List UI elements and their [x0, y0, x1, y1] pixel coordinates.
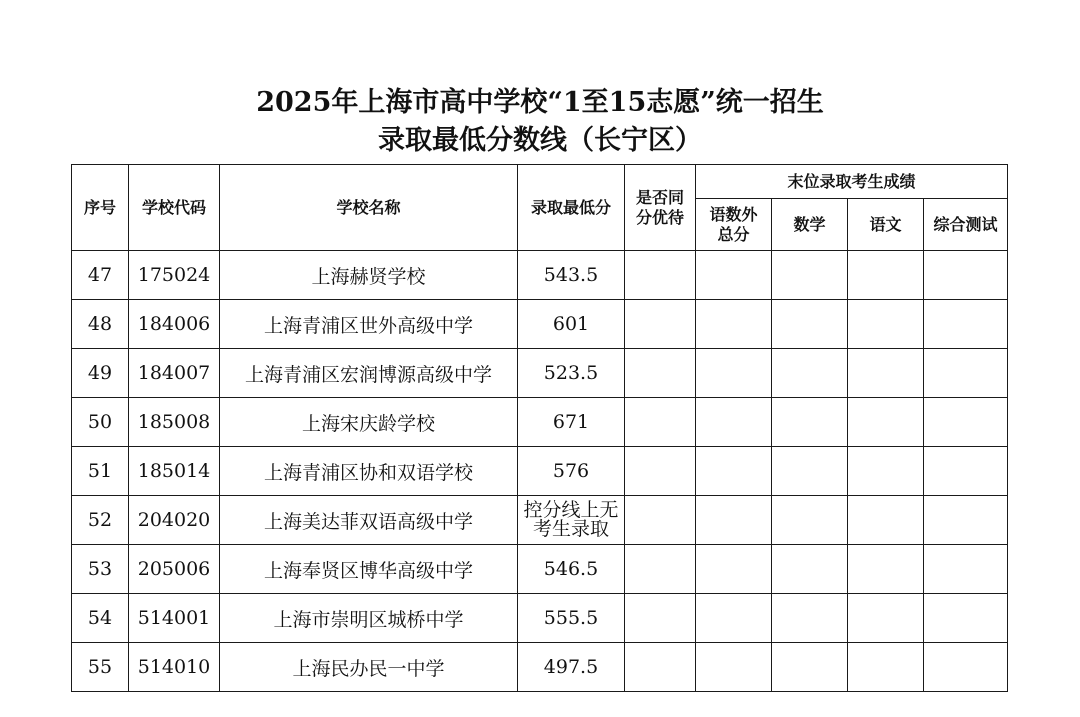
cell-tie-preference: [625, 643, 696, 692]
cell-index: 48: [72, 300, 129, 349]
cell-total-score: [696, 300, 772, 349]
cell-index: 53: [72, 545, 129, 594]
admission-score-table: [71, 164, 1008, 692]
header-total-score-line-2: 总分: [717, 224, 750, 244]
cell-tie-preference: [625, 349, 696, 398]
header-comprehensive-test: 综合测试: [924, 199, 1008, 251]
cell-math: [772, 300, 848, 349]
cell-comprehensive-test: [924, 545, 1008, 594]
table-row: [72, 349, 1008, 398]
cell-chinese: [848, 398, 924, 447]
cell-index: 49: [72, 349, 129, 398]
header-total-score-line-1: 语数外: [709, 204, 758, 224]
table-row: [72, 251, 1008, 300]
table-row: [72, 398, 1008, 447]
cell-math: [772, 447, 848, 496]
header-tie-preference: [625, 165, 696, 251]
page-title-line-2: 录取最低分数线（长宁区）: [378, 125, 702, 156]
cell-chinese: [848, 251, 924, 300]
cell-tie-preference: [625, 300, 696, 349]
cell-comprehensive-test: [924, 300, 1008, 349]
cell-min-score: 543.5: [518, 251, 625, 300]
cell-min-score: 523.5: [518, 349, 625, 398]
cell-chinese: [848, 349, 924, 398]
cell-tie-preference: [625, 545, 696, 594]
cell-total-score: [696, 349, 772, 398]
table-row: [72, 643, 1008, 692]
cell-tie-preference: [625, 447, 696, 496]
cell-tie-preference: [625, 398, 696, 447]
cell-math: [772, 643, 848, 692]
cell-comprehensive-test: [924, 594, 1008, 643]
header-school-code: 学校代码: [129, 165, 220, 251]
header-tie-preference-line-2: 分优待: [635, 207, 684, 227]
cell-min-score: 671: [518, 398, 625, 447]
cell-min-score: [518, 496, 625, 545]
cell-comprehensive-test: [924, 447, 1008, 496]
cell-school-name: 上海市崇明区城桥中学: [220, 594, 518, 643]
cell-math: [772, 398, 848, 447]
header-index: 序号: [72, 165, 129, 251]
table-row: [72, 447, 1008, 496]
cell-total-score: [696, 447, 772, 496]
cell-math: [772, 496, 848, 545]
cell-math: [772, 349, 848, 398]
cell-math: [772, 251, 848, 300]
cell-school-name: 上海青浦区世外高级中学: [220, 300, 518, 349]
cell-chinese: [848, 545, 924, 594]
cell-min-score: 601: [518, 300, 625, 349]
cell-comprehensive-test: [924, 398, 1008, 447]
cell-tie-preference: [625, 594, 696, 643]
cell-school-code: 175024: [129, 251, 220, 300]
cell-min-score-note-line-1: 控分线上无: [523, 499, 619, 521]
cell-school-name: 上海民办民一中学: [220, 643, 518, 692]
table-row: [72, 300, 1008, 349]
cell-index: 55: [72, 643, 129, 692]
cell-school-code: 185014: [129, 447, 220, 496]
table-header: [72, 165, 1008, 251]
cell-school-code: 204020: [129, 496, 220, 545]
cell-school-name: 上海美达菲双语高级中学: [220, 496, 518, 545]
cell-total-score: [696, 545, 772, 594]
cell-math: [772, 545, 848, 594]
cell-tie-preference: [625, 251, 696, 300]
header-total-score: [696, 199, 772, 251]
header-tie-preference-line-1: 是否同: [635, 187, 684, 207]
cell-school-code: 205006: [129, 545, 220, 594]
cell-comprehensive-test: [924, 496, 1008, 545]
page-title-line-1: 2025年上海市高中学校“1至15志愿”统一招生: [256, 87, 824, 118]
cell-school-name: 上海奉贤区博华高级中学: [220, 545, 518, 594]
cell-chinese: [848, 594, 924, 643]
cell-math: [772, 594, 848, 643]
header-last-admitted-scores: 末位录取考生成绩: [696, 165, 1008, 199]
cell-school-name: 上海青浦区协和双语学校: [220, 447, 518, 496]
cell-comprehensive-test: [924, 251, 1008, 300]
cell-school-name: 上海宋庆龄学校: [220, 398, 518, 447]
cell-index: 50: [72, 398, 129, 447]
cell-tie-preference: [625, 496, 696, 545]
header-math: 数学: [772, 199, 848, 251]
cell-index: 47: [72, 251, 129, 300]
cell-chinese: [848, 643, 924, 692]
cell-total-score: [696, 643, 772, 692]
cell-comprehensive-test: [924, 349, 1008, 398]
cell-min-score: 546.5: [518, 545, 625, 594]
cell-school-name: 上海青浦区宏润博源高级中学: [220, 349, 518, 398]
cell-index: 51: [72, 447, 129, 496]
cell-comprehensive-test: [924, 643, 1008, 692]
cell-min-score: 576: [518, 447, 625, 496]
cell-school-name: 上海赫贤学校: [220, 251, 518, 300]
cell-school-code: 184006: [129, 300, 220, 349]
cell-min-score: 497.5: [518, 643, 625, 692]
cell-total-score: [696, 251, 772, 300]
cell-index: 52: [72, 496, 129, 545]
header-school-name: 学校名称: [220, 165, 518, 251]
table-row: [72, 545, 1008, 594]
cell-school-code: 184007: [129, 349, 220, 398]
header-chinese: 语文: [848, 199, 924, 251]
cell-school-code: 514001: [129, 594, 220, 643]
table-row: [72, 496, 1008, 545]
cell-total-score: [696, 496, 772, 545]
cell-total-score: [696, 398, 772, 447]
cell-total-score: [696, 594, 772, 643]
header-min-score: 录取最低分: [518, 165, 625, 251]
table-body: [72, 251, 1008, 692]
cell-index: 54: [72, 594, 129, 643]
cell-chinese: [848, 496, 924, 545]
cell-school-code: 185008: [129, 398, 220, 447]
cell-min-score-note-line-2: 考生录取: [532, 518, 609, 540]
cell-min-score: 555.5: [518, 594, 625, 643]
table-row: [72, 594, 1008, 643]
cell-chinese: [848, 300, 924, 349]
cell-school-code: 514010: [129, 643, 220, 692]
cell-chinese: [848, 447, 924, 496]
